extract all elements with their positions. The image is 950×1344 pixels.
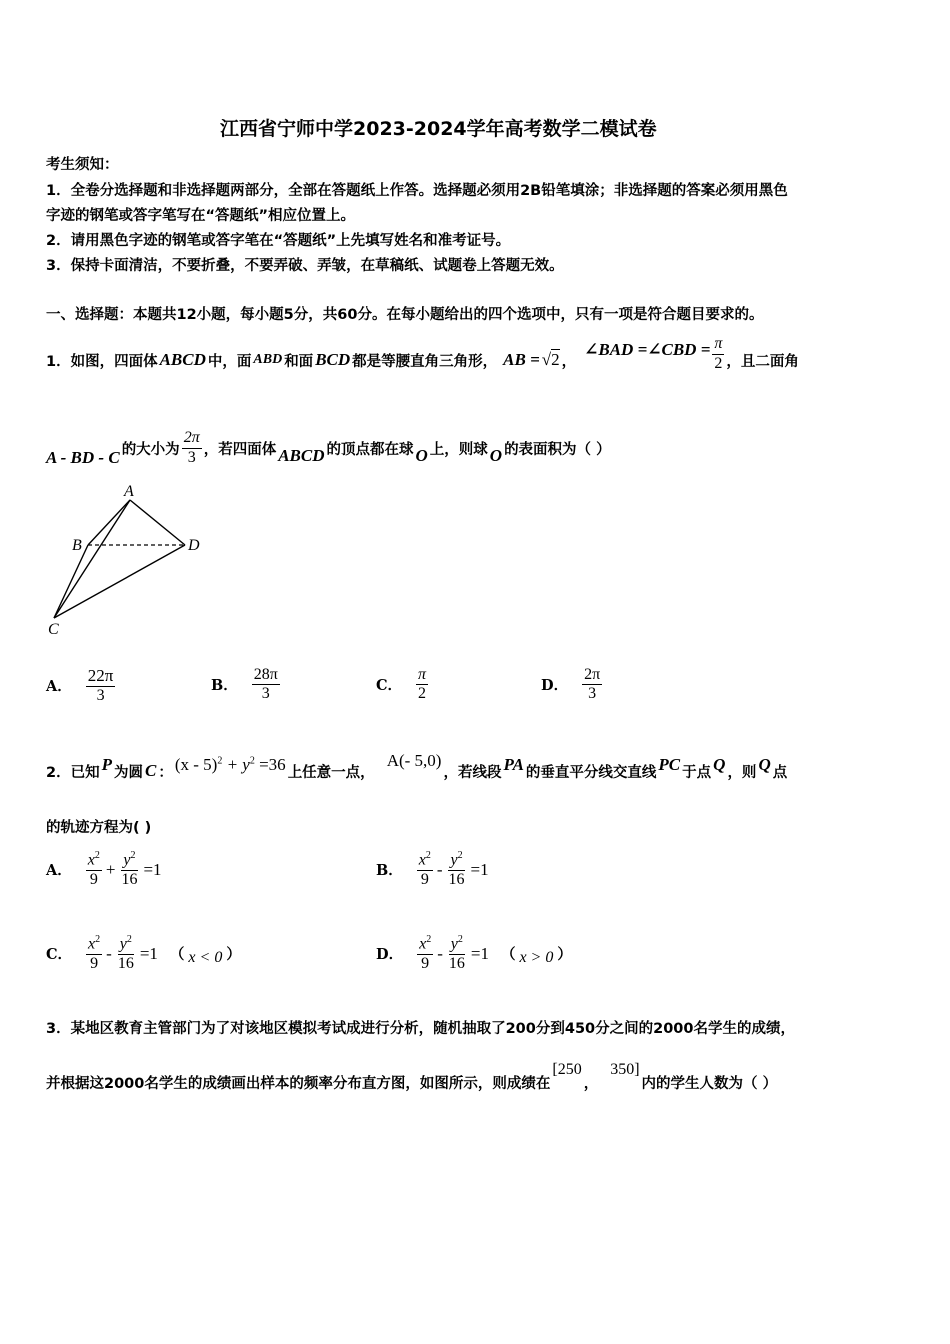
q1-option-c[interactable]: C． $\frac{\pi}{2}$ <box>376 666 427 703</box>
q1-option-a[interactable]: A． $\frac{22\pi}{3}$ <box>46 666 114 704</box>
edge-ad <box>130 500 185 545</box>
q1-option-b[interactable]: B． $\frac{28\pi}{3}$ <box>211 666 278 703</box>
q2-option-d[interactable]: D． $\frac{x^2}{9}$ - $\frac{y^2}{16}$ =1 （ x > 0 ） <box>376 934 572 972</box>
q1-text: 的大小为 <box>121 441 180 458</box>
q2-circle-equation: $(x - 5)^2 + y^2 =36$ <box>174 755 286 774</box>
q1-text: 1．如图，四面体 <box>46 353 158 370</box>
vertex-label-a: A <box>124 483 134 500</box>
q1-text: ， <box>561 353 577 370</box>
q2-option-c[interactable]: C． $\frac{x^2}{9}$ - $\frac{y^2}{16}$ =1 （ x < 0 ） <box>46 934 241 972</box>
q1-option-d[interactable]: D． $\frac{2\pi}{3}$ <box>541 666 601 703</box>
q3-line-1: 3．某地区教育主管部门为了对该地区模拟考试成进行分析，随机抽取了200分到450分之间的2000名学生的成绩， <box>46 1021 795 1037</box>
q3-line-2: 并根据这2000名学生的成绩画出样本的频率分布直方图，如图所示，则成绩在 [250 ， 350] 内的学生人数为（ ） <box>46 1061 778 1092</box>
q2-line-2: 的轨迹方程为( ) <box>46 820 152 836</box>
edge-ab <box>88 500 130 545</box>
section-heading: 一、选择题：本题共12小题，每小题5分，共60分。在每小题给出的四个选项中，只有一项是符合题目要求的。 <box>46 307 764 323</box>
q1-line-1 <box>46 335 799 380</box>
q1-fraction: $\frac{\pi}{2}$ <box>714 335 723 372</box>
q1-fraction: $\frac{2\pi}{3}$ <box>183 429 200 466</box>
q1-text: ，且二面角 <box>726 353 799 370</box>
notice-line-3: 3．保持卡面清洁，不要折叠，不要弄破、弄皱，在草稿纸、试题卷上答题无效。 <box>46 258 564 274</box>
q1-math: ABCD <box>159 350 206 369</box>
q1-text: 都是等腰直角三角形， <box>352 353 498 370</box>
q2-option-a[interactable]: A． $\frac{x^2}{9}$ + $\frac{y^2}{16}$ =1 <box>46 850 162 888</box>
notice-heading: 考生须知： <box>46 157 119 173</box>
edge-cd <box>54 545 185 618</box>
q1-text: 和面 <box>284 353 314 370</box>
q1-line-2 <box>46 426 611 470</box>
page-title: 江西省宁师中学2023-2024学年高考数学二模试卷 <box>220 118 657 140</box>
q1-text: 的顶点都在球 <box>326 441 414 458</box>
q1-text: 的表面积为（ ） <box>504 441 611 458</box>
q1-sqrt: √2 <box>541 350 560 369</box>
vertex-label-b: B <box>72 537 82 554</box>
notice-line-2: 2．请用黑色字迹的钢笔或答字笔在“答题纸”上先填写姓名和准考证号。 <box>46 233 511 249</box>
q1-math: ∠BAD =∠CBD = <box>584 340 711 359</box>
q2-line-1: 2．已知 P 为圆 C ： $(x - 5)^2 + y^2 =36$ 上任意一点， A(- 5,0) ，若线段 PA 的垂直平分线交直线 PC 于点 Q ，则 Q 点 <box>46 751 788 781</box>
edge-bc <box>54 545 88 618</box>
q1-math: O <box>415 446 428 465</box>
q1-math: AB = <box>503 350 540 369</box>
q3-interval-right: 350] <box>610 1061 640 1078</box>
notice-line-1b: 字迹的钢笔或答字笔写在“答题纸”相应位置上。 <box>46 208 356 224</box>
vertex-label-d: D <box>188 537 200 554</box>
q1-text: 中，面 <box>207 353 252 370</box>
tetrahedron-figure <box>40 478 220 638</box>
notice-line-1a: 1．全卷分选择题和非选择题两部分，全部在答题纸上作答。选择题必须用2B铅笔填涂；非选择题的答案必须用黑色 <box>46 183 788 199</box>
q2-option-b[interactable]: B． $\frac{x^2}{9}$ - $\frac{y^2}{16}$ =1 <box>376 850 489 888</box>
q1-text: ，若四面体 <box>203 441 277 458</box>
q1-text: 上，则球 <box>429 441 488 458</box>
q1-math: ABCD <box>278 446 325 465</box>
vertex-label-c: C <box>48 621 59 638</box>
q1-math: ABD <box>253 352 283 367</box>
edge-ac <box>54 500 130 618</box>
q1-math: A - BD - C <box>46 448 120 467</box>
q1-math: BCD <box>315 350 351 369</box>
q3-interval-left: [250 <box>552 1061 582 1078</box>
q1-math: O <box>489 446 503 465</box>
